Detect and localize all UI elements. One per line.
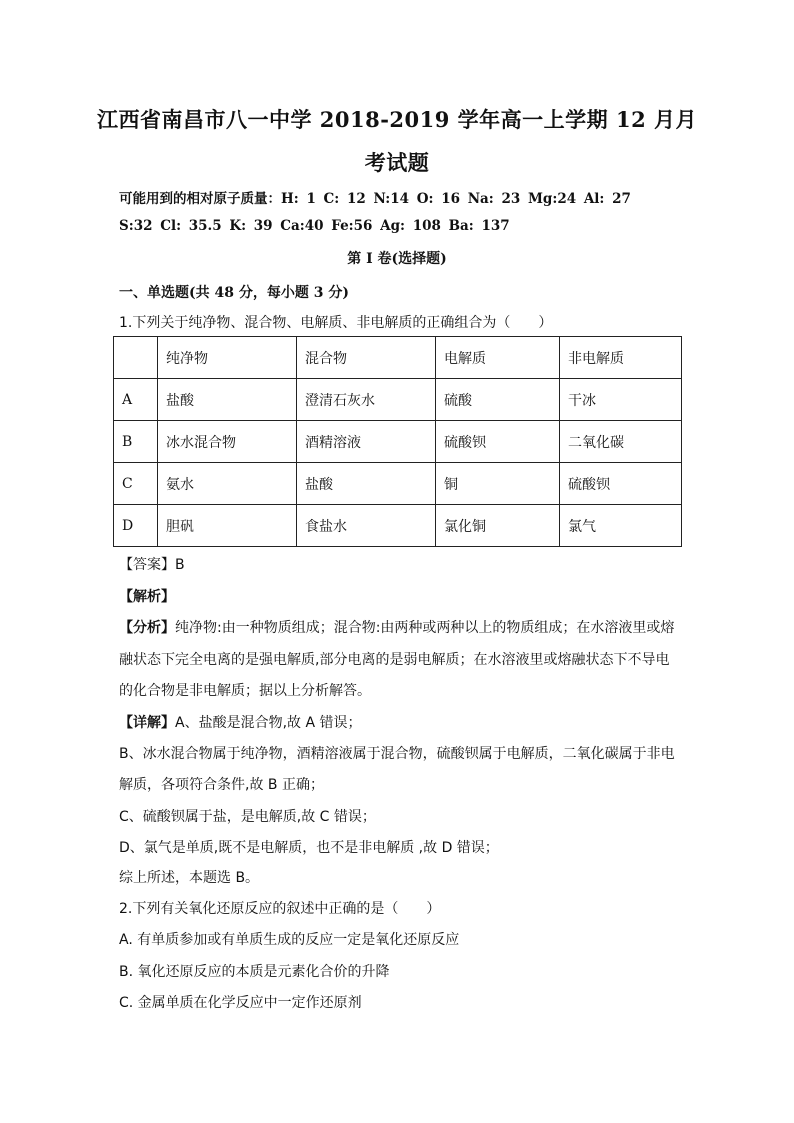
- question2-option-c: C. 金属单质在化学反应中一定作还原剂: [119, 995, 362, 1011]
- table-header-cell: 混合物: [297, 337, 436, 379]
- explain-b-line2: 解质，各项符合条件,故 B 正确；: [119, 777, 324, 793]
- fenxi-paragraph-line2: 融状态下完全电离的是强电解质,部分电离的是弱电解质；在水溶液里或熔融状态下不导电: [119, 652, 670, 668]
- table-cell: 氯气: [560, 505, 682, 547]
- question2-option-a: A. 有单质参加或有单质生成的反应一定是氧化还原反应: [119, 932, 460, 948]
- table-cell: 硫酸钡: [436, 421, 560, 463]
- question1-stem: 1.下列关于纯净物、混合物、电解质、非电解质的正确组合为（ ）: [119, 315, 553, 331]
- question1-answer: 【答案】B: [119, 557, 185, 573]
- table-header-cell: 非电解质: [560, 337, 682, 379]
- table-cell: 干冰: [560, 379, 682, 421]
- table-cell: 二氧化碳: [560, 421, 682, 463]
- table-row: [114, 421, 682, 463]
- atomic-mass-line1: 可能用到的相对原子质量：H: 1 C: 12 N:14 O: 16 Na: 23 Mg:24 Al: 27: [119, 191, 631, 207]
- fenxi-paragraph-line3: 的化合物是非电解质；据以上分析解答。: [119, 683, 371, 699]
- document-title-line2: 考试题: [364, 150, 430, 175]
- question2-stem: 2.下列有关氧化还原反应的叙述中正确的是（ ）: [119, 901, 441, 917]
- table-header-cell: [114, 337, 158, 379]
- table-cell: 胆矾: [158, 505, 297, 547]
- fenxi-text: 纯净物:由一种物质组成；混合物:由两种或两种以上的物质组成；在水溶液里或熔: [175, 620, 675, 636]
- table-cell: 食盐水: [297, 505, 436, 547]
- table-cell: C: [114, 463, 158, 505]
- question2-option-b: B. 氧化还原反应的本质是元素化合价的升降: [119, 964, 390, 980]
- xiangjie-label: 【详解】: [119, 715, 175, 731]
- table-header-cell: 电解质: [436, 337, 560, 379]
- question1-table: [113, 336, 682, 547]
- table-cell: 氯化铜: [436, 505, 560, 547]
- table-header-cell: 纯净物: [158, 337, 297, 379]
- table-cell: 冰水混合物: [158, 421, 297, 463]
- table-cell: 盐酸: [297, 463, 436, 505]
- table-row: [114, 379, 682, 421]
- volume-title: 第 I 卷(选择题): [347, 251, 447, 267]
- fenxi-label: 【分析】: [119, 620, 175, 636]
- analysis-label: 【解析】: [119, 589, 175, 605]
- fenxi-paragraph-line1: [119, 617, 674, 637]
- section-title: 一、单选题(共 48 分，每小题 3 分): [119, 285, 349, 301]
- table-cell: 氨水: [158, 463, 297, 505]
- xiangjie-line: [119, 712, 362, 732]
- table-cell: A: [114, 379, 158, 421]
- table-cell: 盐酸: [158, 379, 297, 421]
- document-title-line1: 江西省南昌市八一中学 2018-2019 学年高一上学期 12 月月: [96, 107, 698, 132]
- table-cell: 硫酸钡: [560, 463, 682, 505]
- table-cell: 澄清石灰水: [297, 379, 436, 421]
- table-cell: B: [114, 421, 158, 463]
- table-cell: D: [114, 505, 158, 547]
- summary-line: 综上所述，本题选 B。: [119, 870, 260, 886]
- table-header-row: [114, 337, 682, 379]
- table-cell: 硫酸: [436, 379, 560, 421]
- table-cell: 酒精溶液: [297, 421, 436, 463]
- xiangjie-text: A、盐酸是混合物,故 A 错误；: [175, 715, 362, 731]
- table-row: [114, 463, 682, 505]
- table-row: [114, 505, 682, 547]
- explain-d-line: D、氯气是单质,既不是电解质，也不是非电解质 ,故 D 错误；: [119, 840, 499, 856]
- table-cell: 铜: [436, 463, 560, 505]
- atomic-mass-line2: S:32 Cl: 35.5 K: 39 Ca:40 Fe:56 Ag: 108 Ba: 137: [119, 218, 510, 234]
- explain-c-line: C、硫酸钡属于盐，是电解质,故 C 错误；: [119, 809, 376, 825]
- explain-b-line1: B、冰水混合物属于纯净物，酒精溶液属于混合物，硫酸钡属于电解质，二氧化碳属于非电: [119, 746, 675, 762]
